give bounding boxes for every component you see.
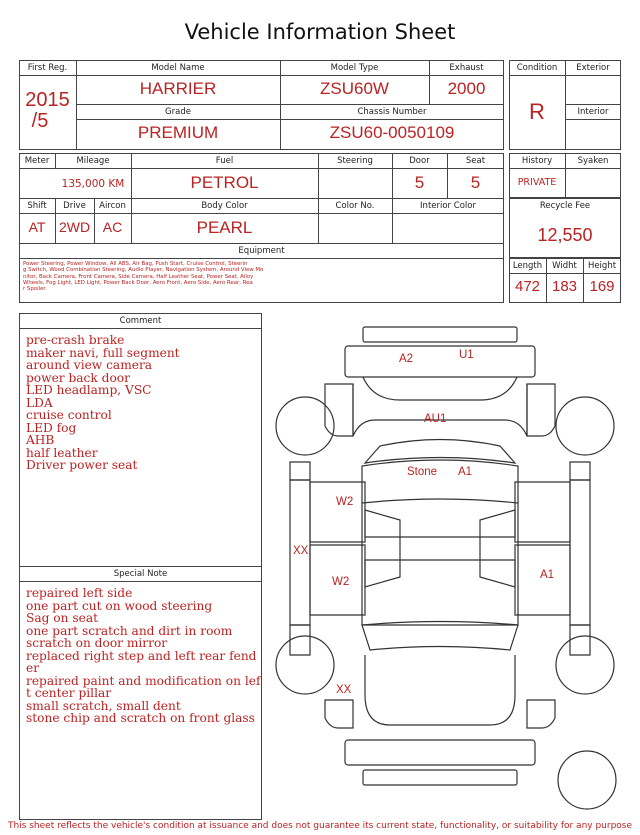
drive-value: 2WD xyxy=(58,219,91,235)
interior-label: Interior xyxy=(577,107,609,117)
list-item: er xyxy=(26,661,40,675)
history-value: PRIVATE xyxy=(517,177,557,188)
equipment-label: Equipment xyxy=(238,246,285,256)
grade-label: Grade xyxy=(165,107,191,117)
mileage-label: Mileage xyxy=(76,156,110,166)
list-item: cruise control xyxy=(26,408,112,422)
equipment-line: r Spoiler xyxy=(23,286,46,293)
length-label: Length xyxy=(512,261,543,271)
syaken-label: Syaken xyxy=(577,156,609,166)
door-label: Door xyxy=(409,156,430,166)
fuel-label: Fuel xyxy=(215,156,234,166)
list-item: maker navi, full segment xyxy=(26,345,180,360)
list-item: LED headlamp, VSC xyxy=(26,383,152,397)
list-item: LED fog xyxy=(26,420,77,435)
list-item: stone chip and scratch on front glass xyxy=(26,711,255,725)
exhaust-value: 2000 xyxy=(447,79,486,98)
list-item: around view camera xyxy=(26,358,153,372)
damage-mark-w2-front: W2 xyxy=(336,496,354,508)
disclaimer: This sheet reflects the vehicle's condition at issuance and does not guarantee its current state, functionality, or suitability for any purpose xyxy=(7,821,633,831)
model-type-value: ZSU60W xyxy=(320,79,389,98)
exterior-label: Exterior xyxy=(576,63,610,73)
damage-mark-stone: Stone xyxy=(407,466,438,478)
door-value: 5 xyxy=(414,173,425,192)
damage-mark-a1-right: A1 xyxy=(540,569,555,581)
list-item: t center pillar xyxy=(26,686,112,700)
list-item: pre-crash brake xyxy=(26,333,125,347)
mileage-value: 135,000 KM xyxy=(61,178,125,190)
model-type-label: Model Type xyxy=(330,63,379,73)
list-item: half leather xyxy=(26,445,98,460)
color-no-label: Color No. xyxy=(335,201,375,211)
steering-label: Steering xyxy=(337,156,373,166)
list-item: scratch on door mirror xyxy=(26,636,168,650)
comment-label: Comment xyxy=(119,316,162,326)
special-note-label: Special Note xyxy=(113,569,168,579)
list-item: one part scratch and dirt in room xyxy=(26,623,233,638)
model-name-label: Model Name xyxy=(151,63,205,73)
interior-color-label: Interior Color xyxy=(420,201,476,211)
recycle-fee-value: 12,550 xyxy=(537,225,593,245)
seat-label: Seat xyxy=(465,156,486,166)
height-label: Height xyxy=(587,261,617,271)
shift-value: AT xyxy=(28,219,46,235)
equipment-line: nitor, Back Camera, Front Camera, Side Camera, Half Leather Seat, Power Seat, Alloy xyxy=(23,273,254,280)
aircon-value: AC xyxy=(102,219,123,235)
damage-mark-xx-pillar: XX xyxy=(293,545,309,557)
list-item: Driver power seat xyxy=(26,458,138,472)
damage-mark-w2-rear: W2 xyxy=(332,576,350,588)
damage-mark-a1-glass: A1 xyxy=(458,466,473,478)
drive-label: Drive xyxy=(63,201,86,211)
equipment-line: g Switch, Wood Combination Steering, Audio Player, Navigation System, Around View Mo xyxy=(23,267,264,274)
first-reg-month: /5 xyxy=(31,110,49,132)
list-item: repaired left side xyxy=(26,586,133,600)
chassis-number-value: ZSU60-0050109 xyxy=(329,123,455,142)
list-item: small scratch, small dent xyxy=(26,698,181,713)
fuel-value: PETROL xyxy=(190,173,259,192)
body-color-value: PEARL xyxy=(196,218,253,237)
model-name-value: HARRIER xyxy=(139,79,217,98)
list-item: AHB xyxy=(26,433,55,447)
damage-mark-u1: U1 xyxy=(459,349,474,361)
aircon-label: Aircon xyxy=(99,201,126,211)
list-item: power back door xyxy=(26,370,130,385)
damage-mark-au1: AU1 xyxy=(424,413,447,425)
equipment-line: Wheels, Fog Light, LED Light, Power Back Door, Aero Front, Aero Side, Aero Rear, Rea xyxy=(23,279,253,286)
chassis-number-label: Chassis Number xyxy=(357,107,427,117)
history-label: History xyxy=(521,156,553,166)
condition-label: Condition xyxy=(516,63,558,73)
sheet-title: Vehicle Information Sheet xyxy=(184,20,456,44)
width-label: Widht xyxy=(552,261,577,271)
list-item: Sag on seat xyxy=(26,611,98,625)
body-color-label: Body Color xyxy=(201,201,248,211)
recycle-fee-label: Recycle Fee xyxy=(539,201,591,211)
shift-label: Shift xyxy=(27,201,47,211)
grade-value: PREMIUM xyxy=(137,123,219,142)
list-item: one part cut on wood steering xyxy=(26,598,213,613)
length-value: 472 xyxy=(514,278,541,295)
first-reg-label: First Reg. xyxy=(27,63,68,73)
meter-label: Meter xyxy=(24,156,50,166)
width-value: 183 xyxy=(551,278,578,295)
list-item: repaired paint and modification on lef xyxy=(26,673,261,688)
list-item: replaced right step and left rear fend xyxy=(26,648,257,663)
condition-value: R xyxy=(529,99,545,124)
equipment-line: Power Steering, Power Window, All ABS, Air Bag, Push Start, Cruise Control, Steerin xyxy=(23,261,248,267)
list-item: LDA xyxy=(26,395,53,410)
first-reg-year: 2015 xyxy=(25,89,70,111)
damage-mark-a2: A2 xyxy=(399,353,414,365)
damage-mark-xx-rear: XX xyxy=(336,684,352,696)
height-value: 169 xyxy=(589,278,615,295)
exhaust-label: Exhaust xyxy=(449,63,484,73)
seat-value: 5 xyxy=(470,173,481,192)
